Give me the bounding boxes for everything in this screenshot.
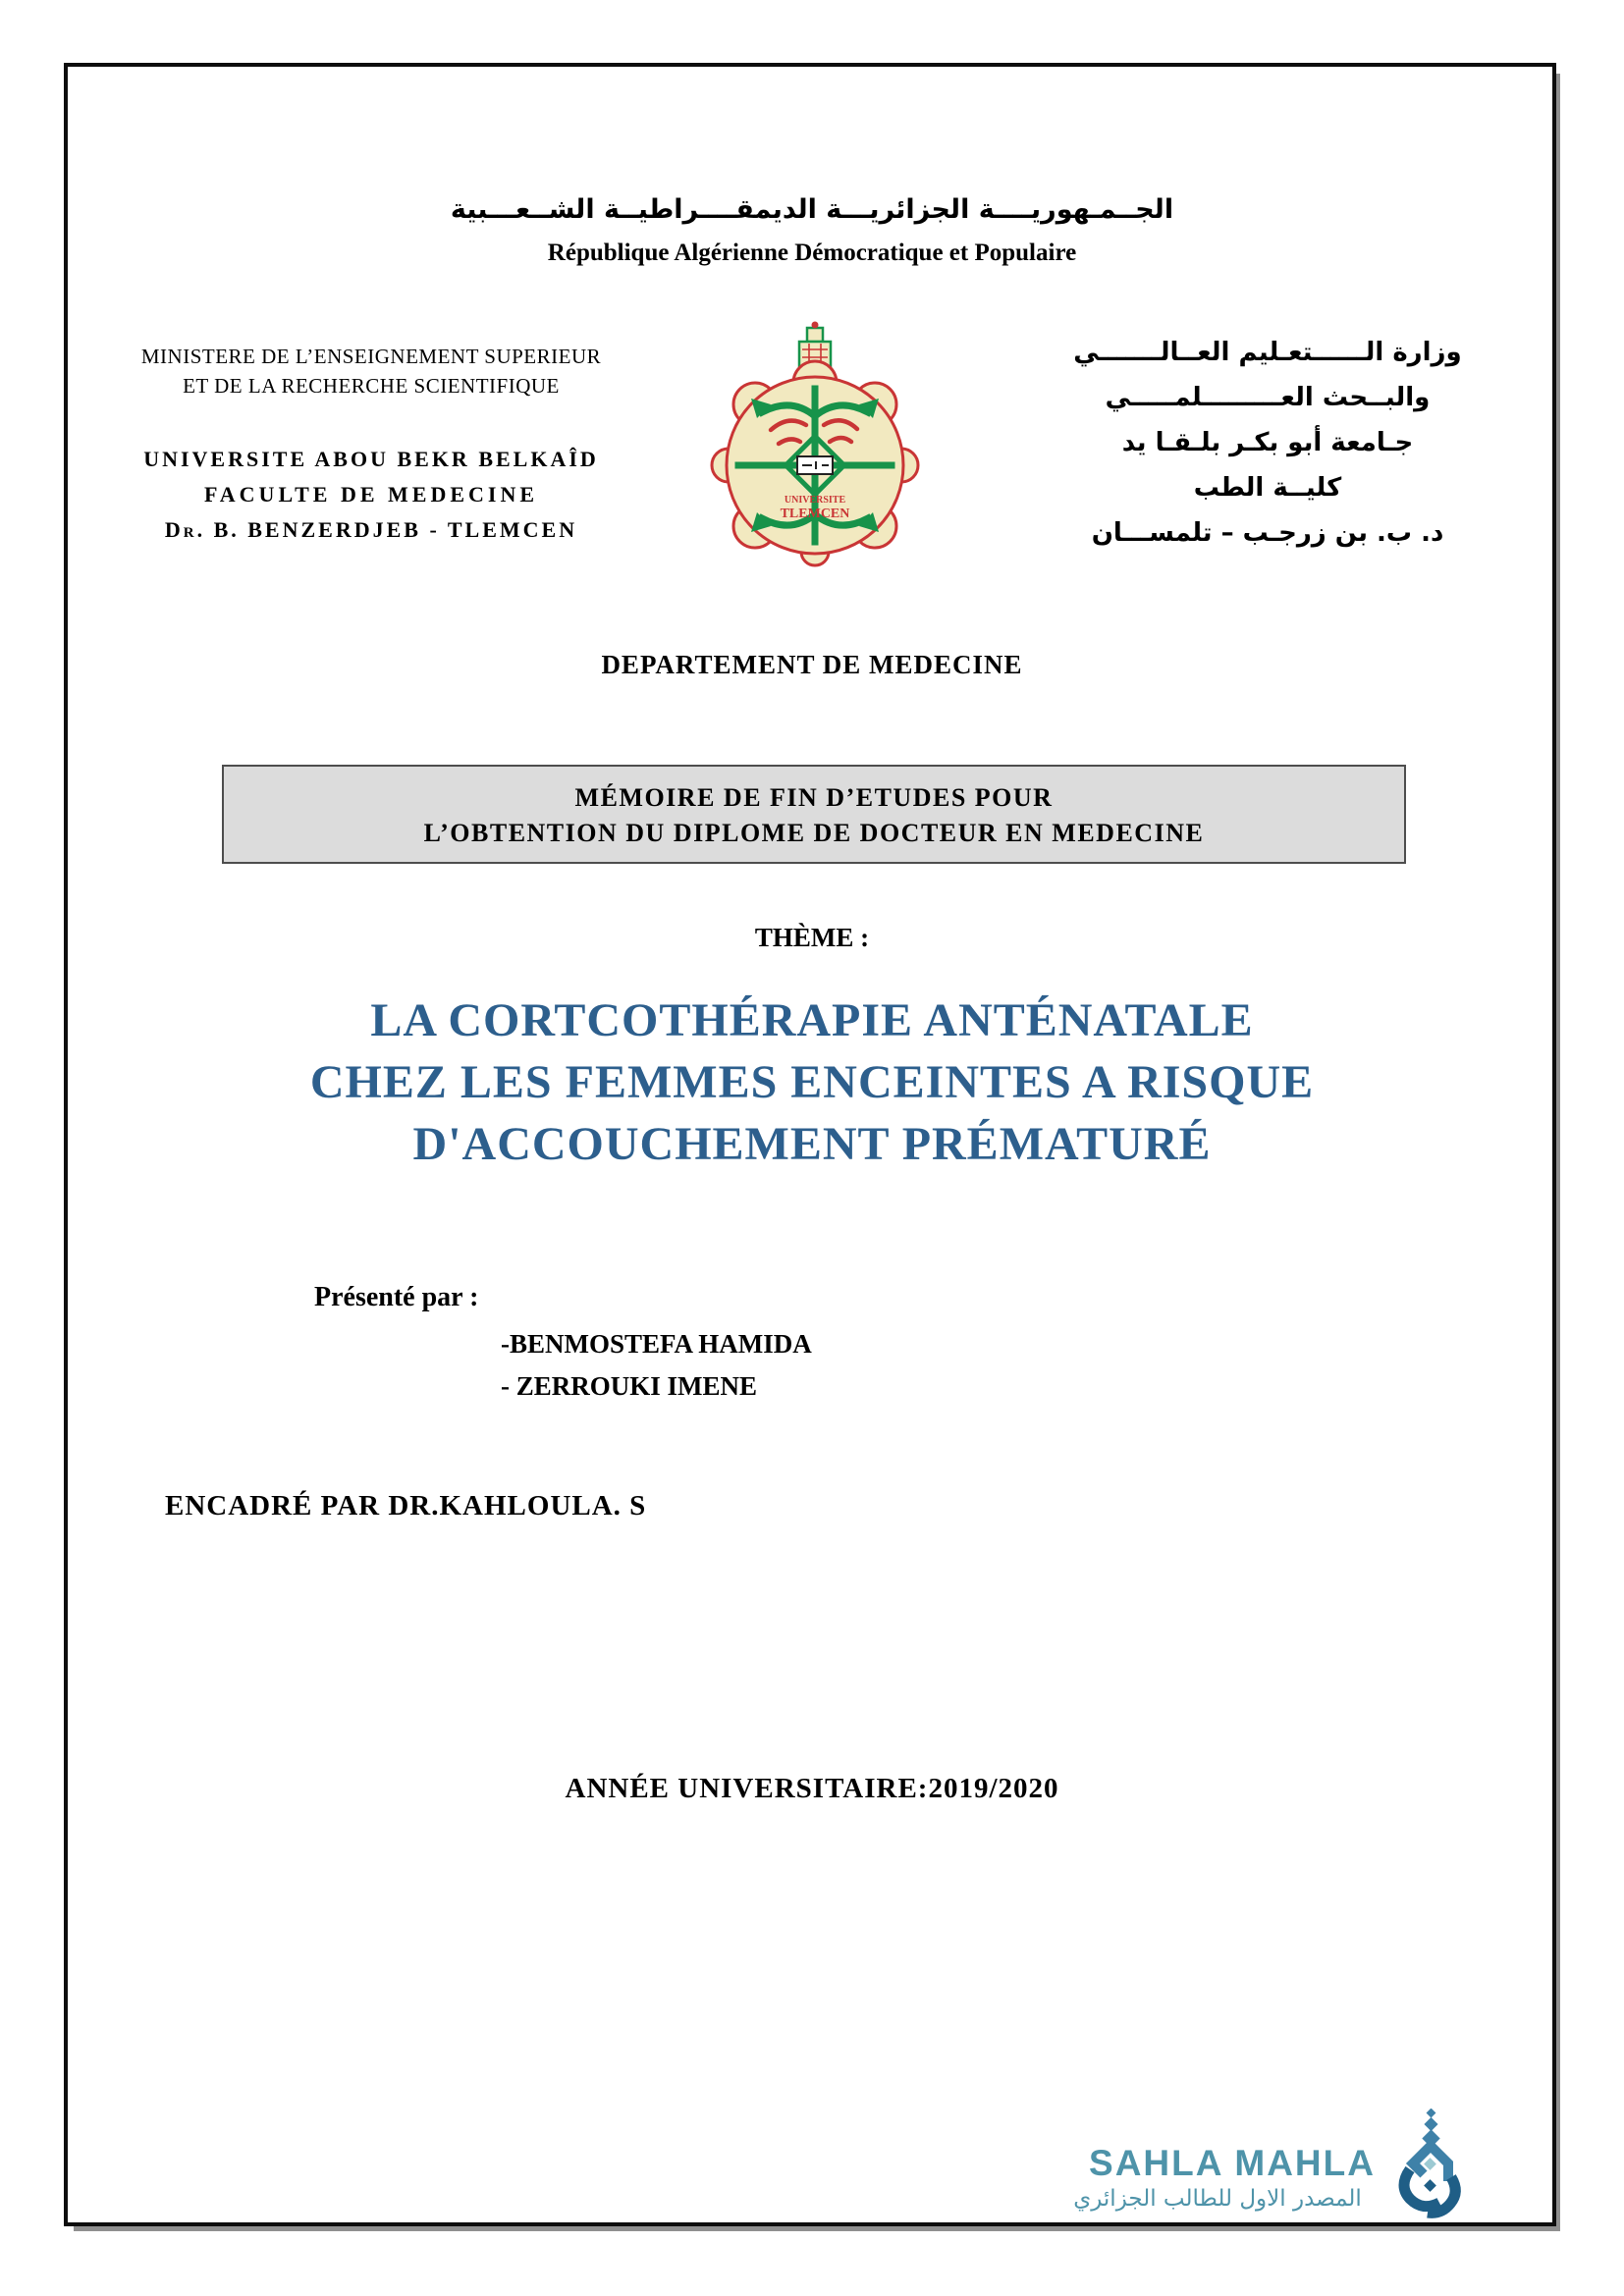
presented-by-label: Présenté par :: [314, 1282, 479, 1312]
campus-name: Dr. B. BENZERDJEB - TLEMCEN: [164, 517, 578, 542]
theme-label: THÈME :: [754, 923, 870, 952]
emblem-caption-universite: UNIVERSITE: [784, 495, 846, 506]
thesis-title-line-1: LA CORTCOTHÉRAPIE ANTÉNATALE: [370, 994, 1254, 1046]
ministry-line-1: MINISTERE DE L’ENSEIGNEMENT SUPERIEUR: [140, 345, 602, 368]
faculty-ar-line: كليــة الطب: [1193, 473, 1342, 503]
institution-block-fr: [86, 342, 656, 548]
campus-ar-line: د. ب. بن زرجـب – تلمســـان: [1091, 518, 1444, 548]
author-name-2: - ZERROUKI IMENE: [501, 1371, 758, 1401]
university-tlemcen-emblem-icon: [700, 320, 931, 573]
republic-title-arabic: الجــمـهوريــــة الجزائريـــة الديمقــــراطيــة الشــعـــبية: [450, 194, 1174, 225]
academic-year: ANNÉE UNIVERSITAIRE:2019/2020: [565, 1773, 1059, 1804]
thesis-title: [0, 989, 1624, 1175]
institution-block-ar: [990, 330, 1545, 556]
republic-title-french: République Algérienne Démocratique et Populaire: [547, 240, 1077, 266]
ministry-line-2: ET DE LA RECHERCHE SCIENTIFIQUE: [183, 374, 560, 398]
emblem-caption-tlemcen: TLEMCEN: [780, 507, 850, 521]
memoire-banner: [222, 765, 1406, 864]
author-name-1: -BENMOSTEFA HAMIDA: [501, 1329, 812, 1359]
thesis-title-line-2: CHEZ LES FEMMES ENCEINTES A RISQUE: [309, 1056, 1315, 1108]
memoire-line-1: MÉMOIRE DE FIN D’ETUDES POUR: [574, 783, 1054, 812]
memoire-line-2: L’OBTENTION DU DIPLOME DE DOCTEUR EN MEDECINE: [423, 819, 1205, 847]
supervisor-line: ENCADRÉ PAR DR.KAHLOULA. S: [165, 1490, 647, 1522]
university-ar-line: جـامعة أبو بكـر بلـقـا يد: [1121, 428, 1414, 457]
watermark-logo-icon: [1394, 2109, 1467, 2220]
thesis-title-line-3: D'ACCOUCHEMENT PRÉMATURÉ: [412, 1118, 1212, 1170]
watermark-tagline-arabic: المصدر الاول للطالب الجزائري: [1073, 2186, 1362, 2212]
watermark-brand-text: SAHLA MAHLA: [1089, 2143, 1376, 2183]
faculty-name: FACULTE DE MEDECINE: [203, 482, 539, 507]
ministry-ar-line-1: وزارة الــــــتعـليم العــالـــــــي: [1073, 338, 1462, 367]
university-block: [86, 442, 656, 548]
presented-by-names: [501, 1323, 812, 1408]
department-title: DEPARTEMENT DE MEDECINE: [601, 650, 1023, 679]
university-name: UNIVERSITE ABOU BEKR BELKAÎD: [143, 447, 599, 471]
ministry-ar-line-2: والبــحث العـــــــــلمـــــي: [1105, 383, 1431, 412]
